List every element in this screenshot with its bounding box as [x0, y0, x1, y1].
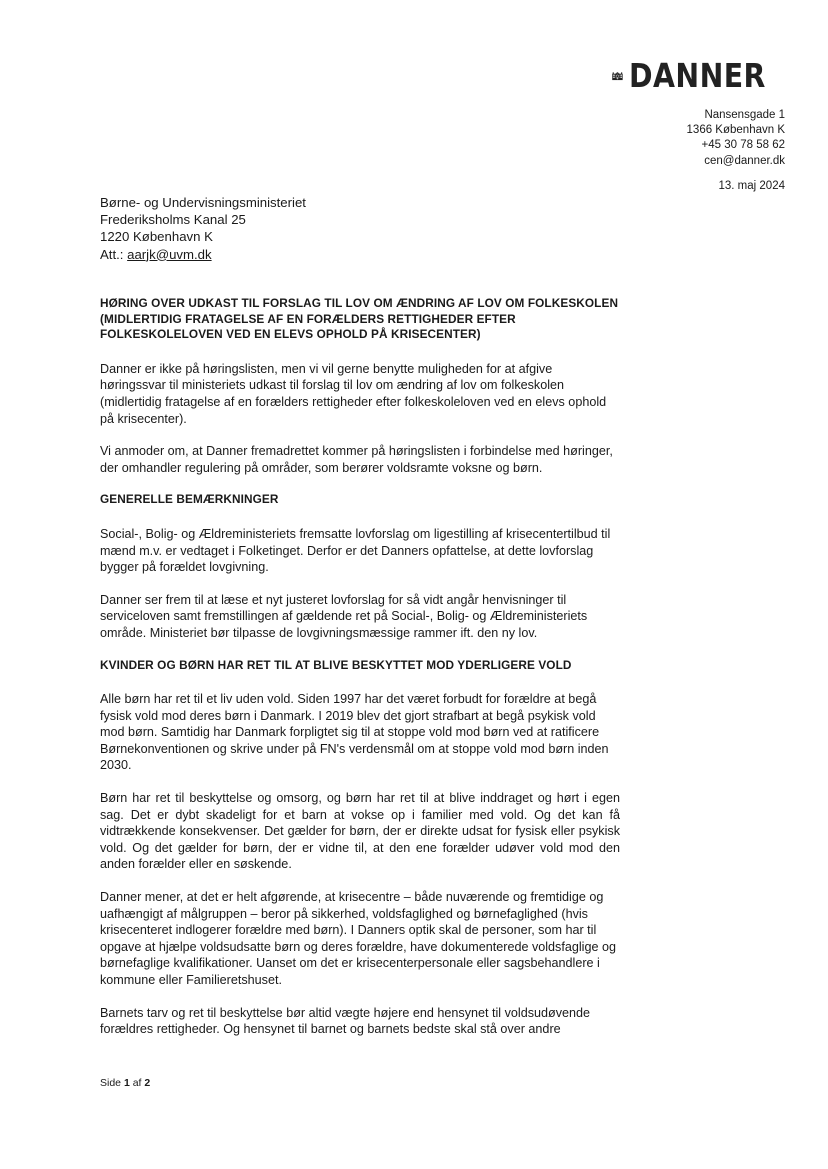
sender-email: cen@danner.dk: [704, 154, 785, 167]
section-paragraph: Danner mener, at det er helt afgørende, at krisecentre – både nuværende og fremtidige og uafhængigt af målgruppen – beror på sikkerhed, voldsfaglighed og børnefaglighed (hvis krisecenteret indlogerer forældre med børn). I Danners optik skal de personer, som har til opgave at hjælpe voldsudsatte børn og deres forældre, have dokumenterede voldsfaglige og børnefaglige kvalifikationer. Uanset om det er krisecenterpersonale eller sagsbehandlere i kommune eller Familieretshuset.: [100, 890, 616, 987]
recipient-org: Børne- og Undervisningsministeriet: [100, 195, 306, 210]
section-paragraph: Børn har ret til beskyttelse og omsorg, og børn har ret til at blive inddraget og hørt i egen sag. Det er dybt skadeligt for et barn at vokse op i familier med vold. Og det kan få vidtrækkende konsekvenser. Det gælder for børn, der er direkte udsat for fysisk eller psykisk vold. Og det gælder for børn, der er vidne til, at den ene forælder udøver vold mod den anden forælder eller en søskende.: [100, 791, 620, 872]
section-paragraph: Danner ser frem til at læse et nyt justeret lovforslag for så vidt angår henvisninger til serviceloven samt fremstillingen af gældende ret på Social-, Bolig- og Ældreministeriets område. Ministeriet bør tilpasse de lovgivningsmæssige rammer ift. den ny lov.: [100, 592, 588, 640]
recipient-address: [100, 194, 306, 263]
recipient-street: Frederiksholms Kanal 25: [100, 212, 246, 228]
section-heading: GENERELLE BEMÆRKNINGER: [100, 492, 279, 507]
att-email-link[interactable]: aarjk@uvm.dk: [127, 246, 212, 262]
letter-date: 13. maj 2024: [718, 180, 785, 192]
sender-address: [687, 108, 785, 169]
section-paragraph: Social-, Bolig- og Ældreministeriets fremsatte lovforslag om ligestilling af krisecentertilbud til mænd m.v. er vedtaget i Folketinget. Derfor er det Danners opfattelse, at dette lovforslag bygger på forældet lovgivning.: [100, 526, 611, 575]
letter-title: HØRING OVER UDKAST TIL FORSLAG TIL LOV OM ÆNDRING AF LOV OM FOLKESKOLEN (MIDLERTIDIG FRATAGELSE AF EN FORÆLDERS RETTIGHEDER EFTER FOLKESKOLELOVEN VED EN ELEVS OPHOLD PÅ KRISECENTER): [100, 296, 619, 342]
total-pages: 2: [144, 1077, 151, 1089]
sender-street: Nansensgade 1: [704, 109, 785, 121]
logo-wordmark: DANNER: [628, 56, 766, 95]
building-icon: [612, 57, 623, 95]
section-heading: KVINDER OG BØRN HAR RET TIL AT BLIVE BESKYTTET MOD YDERLIGERE VOLD: [100, 657, 572, 672]
intro-paragraph: Danner er ikke på høringslisten, men vi vil gerne benytte muligheden for at afgive høringssvar til ministeriets udkast til forslag til lov om ændring af lov om folkeskolen (midlertidig fratagelse af en forælders rettigheder efter folkeskoleloven ved en elevs ophold på krisecenter).: [100, 361, 607, 426]
page-middle: af: [129, 1077, 145, 1089]
section-paragraph: Alle børn har ret til et liv uden vold. Siden 1997 har det været forbudt for forældre at begå fysisk vold mod deres børn i Danmark. I 2019 blev det gjort strafbart at begå psykisk vold mod børn. Samtidig har Danmark forpligtet sig til at stoppe vold mod børn ved at ratificere Børnekonventionen og skrive under på FN's verdensmål om at stoppe vold mod børn inden 2030.: [100, 692, 609, 773]
sender-city: 1366 København K: [686, 124, 785, 137]
section-paragraph: Barnets tarv og ret til beskyttelse bør altid vægte højere end hensynet til voldsudøvende forældres rettigheder. Og hensynet til barnet og barnets bedste skal stå over andre: [100, 1005, 591, 1037]
sender-phone: +45 30 78 58 62: [701, 139, 785, 152]
recipient-att: [100, 246, 306, 263]
recipient-city: 1220 København K: [100, 229, 213, 245]
page-number: [100, 1077, 150, 1089]
page-prefix: Side: [100, 1077, 124, 1089]
current-page: 1: [123, 1077, 130, 1089]
danner-logo: [612, 56, 788, 96]
letter-body: [100, 296, 620, 1038]
intro-paragraph: Vi anmoder om, at Danner fremadrettet kommer på høringslisten i forbindelse med høringer, der omhandler regulering på områder, som berører voldsramte voksne og børn.: [100, 444, 613, 475]
att-label: Att.:: [100, 246, 124, 262]
